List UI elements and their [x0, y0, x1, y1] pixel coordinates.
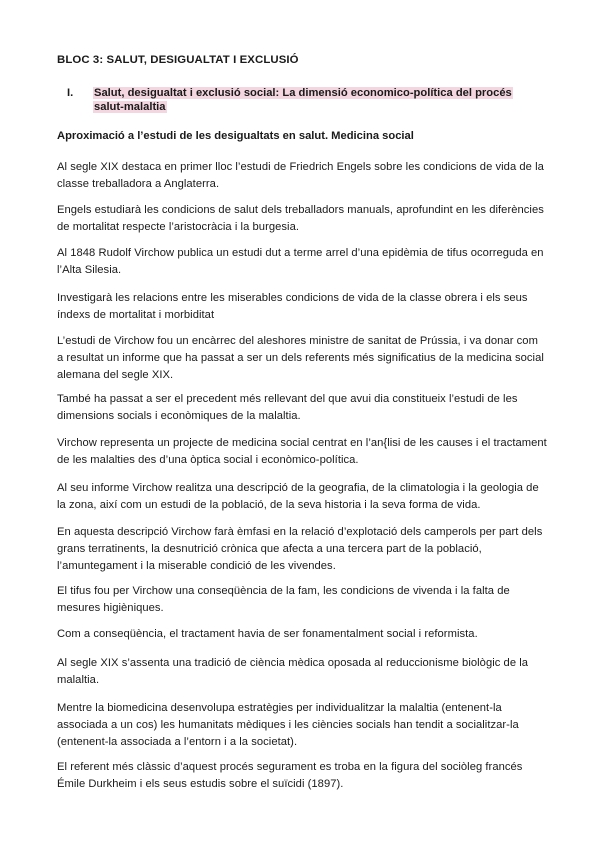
paragraph: Investigarà les relacions entre les miserables condicions de vida de la classe obrera i els seus índexs de mortalitat i morbiditat: [57, 292, 528, 321]
section-title: Salut, desigualtat i exclusió social: La dimensió economico-política del procés salut-malaltia: [94, 87, 512, 113]
bloc-title: BLOC 3: SALUT, DESIGUALTAT I EXCLUSIÓ: [57, 54, 299, 66]
paragraph: Mentre la biomedicina desenvolupa estratègies per individualitzar la malaltia (entenent-la associada a un cos) les humanitats mèdiques i les ciències socials han tendit a socialitzar-la (entenent-la associada a l’entorn i a la societat).: [57, 702, 519, 748]
paragraph: Al segle XIX destaca en primer lloc l’estudi de Friedrich Engels sobre les condicions de vida de la classe treballadora a Anglaterra.: [57, 161, 544, 190]
paragraph: Com a conseqüència, el tractament havia de ser fonamentalment social i reformista.: [57, 628, 478, 640]
paragraph: Engels estudiarà les condicions de salut dels treballadors manuals, aprofundint en les diferències de mortalitat respecte l’aristocràcia i la burgesia.: [57, 204, 544, 233]
paragraph: Virchow representa un projecte de medicina social centrat en l’an{lisi de les causes i el tractament de les malalties des d’una òptica social i econòmico-política.: [57, 437, 547, 466]
paragraph: En aquesta descripció Virchow farà èmfasi en la relació d’explotació dels camperols per part dels grans terratinents, la desnutrició crònica que afecta a una tercera part de la població, l’amuntegament i la miserable condició de les vivendes.: [57, 526, 543, 572]
paragraph: L’estudi de Virchow fou un encàrrec del aleshores ministre de sanitat de Prússia, i va donar com a resultat un informe que ha passat a ser un dels referents més significatius de la medicina social alemana del segle XIX.: [57, 335, 544, 381]
subheading: Aproximació a l’estudi de les desigualtats en salut. Medicina social: [57, 130, 414, 142]
paragraph: El tifus fou per Virchow una conseqüència de la fam, les condicions de vivenda i la falta de mesures higièniques.: [57, 585, 510, 614]
paragraph: També ha passat a ser el precedent més rellevant del que avui dia constitueix l’estudi de les dimensions socials i econòmiques de la malaltia.: [57, 393, 518, 422]
section-title-wrapper: [93, 86, 533, 114]
paragraph: Al 1848 Rudolf Virchow publica un estudi dut a terme arrel d’una epidèmia de tifus ocorreguda en l’Alta Silesia.: [57, 247, 544, 276]
paragraph: El referent més clàssic d’aquest procés segurament es troba en la figura del sociòleg francés Émile Durkheim i els seus estudis sobre el suïcidi (1897).: [57, 761, 523, 790]
section-number: I.: [67, 87, 74, 99]
paragraph: Al segle XIX s’assenta una tradició de ciència mèdica oposada al reduccionisme biològic de la malaltia.: [57, 657, 529, 686]
paragraph: Al seu informe Virchow realitza una descripció de la geografia, de la climatologia i la geologia de la zona, així com un estudi de la població, de la seva historia i la seva forma de vida.: [57, 482, 539, 511]
